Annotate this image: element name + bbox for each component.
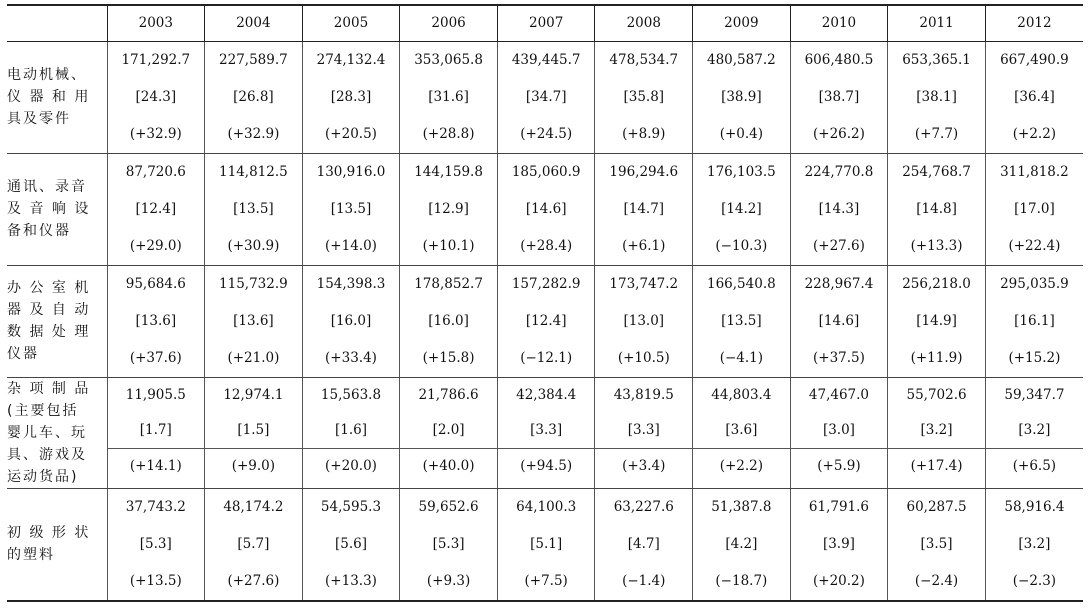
cell-share: [4.7]	[627, 536, 660, 552]
data-cell-2011	[888, 488, 986, 601]
cell-share: [4.2]	[725, 536, 758, 552]
data-cell-2012	[985, 265, 1083, 377]
cell-growth: (+20.0)	[303, 448, 400, 483]
cell-value: 606,480.5	[804, 52, 874, 68]
cell-growth: (−18.7)	[715, 573, 768, 589]
cell-share: [28.3]	[330, 89, 372, 105]
row-label-line: 办 公 室 机	[7, 280, 91, 296]
cell-share: [17.0]	[1014, 201, 1055, 217]
year-header-2008: 2008	[595, 5, 693, 41]
cell-growth: (+28.4)	[520, 238, 573, 254]
cell-value: 173,747.2	[609, 276, 679, 292]
data-cell-2012	[985, 488, 1083, 601]
cell-growth: (+20.5)	[325, 126, 377, 142]
table-row	[7, 153, 1083, 265]
data-cell-2010	[790, 377, 888, 488]
cell-share: [12.9]	[428, 201, 469, 217]
cell-share: [2.0]	[432, 422, 465, 438]
cell-value: 61,791.6	[808, 499, 870, 515]
data-cell-2011	[888, 41, 986, 153]
data-cell-2005	[302, 41, 400, 153]
cell-share: [3.3]	[627, 422, 660, 438]
data-cell-2003	[107, 153, 205, 265]
table-row	[7, 488, 1083, 601]
year-header-2010: 2010	[790, 5, 888, 41]
cell-share: [12.4]	[135, 201, 177, 217]
row-label-line: 的塑料	[7, 547, 55, 563]
row-label-line: 仪器	[7, 346, 39, 362]
cell-value: 176,103.5	[707, 164, 776, 180]
data-cell-2005	[302, 377, 400, 488]
cell-growth: (+10.1)	[422, 238, 475, 254]
table-body	[7, 41, 1083, 601]
data-cell-2010	[790, 153, 888, 265]
cell-value: 44,803.4	[711, 387, 772, 403]
cell-value: 154,398.3	[316, 276, 386, 292]
cell-share: [13.0]	[623, 313, 665, 329]
cell-share: [34.7]	[525, 89, 567, 105]
cell-share: [1.7]	[139, 422, 172, 438]
cell-growth: (+7.7)	[914, 126, 959, 142]
cell-value: 480,587.2	[707, 52, 776, 68]
cell-value: 228,967.4	[804, 276, 874, 292]
data-cell-2007	[497, 488, 595, 601]
cell-growth: (+14.1)	[108, 448, 205, 483]
data-cell-2006	[400, 265, 498, 377]
row-label-line: 数 据 处 理	[7, 324, 91, 340]
cell-growth: (+15.8)	[422, 350, 475, 366]
cell-growth: (−12.1)	[520, 350, 573, 366]
year-header-2012: 2012	[985, 5, 1083, 41]
cell-value: 311,818.2	[1000, 164, 1069, 180]
data-cell-2006	[400, 41, 498, 153]
data-cell-2006	[400, 377, 498, 488]
data-cell-2008	[595, 265, 693, 377]
cell-growth: (+2.2)	[693, 448, 790, 483]
cell-value: 130,916.0	[316, 164, 386, 180]
cell-value: 54,595.3	[320, 499, 382, 515]
data-cell-2009	[693, 41, 791, 153]
cell-growth: (+13.5)	[129, 573, 182, 589]
cell-share: [31.6]	[428, 89, 469, 105]
cell-growth: (+15.2)	[1008, 350, 1061, 366]
data-cell-2007	[497, 265, 595, 377]
data-cell-2009	[693, 377, 791, 488]
cell-value: 171,292.7	[121, 52, 191, 68]
cell-value: 42,384.4	[516, 387, 577, 403]
cell-growth: (+17.4)	[888, 448, 985, 483]
cell-share: [14.2]	[721, 201, 762, 217]
cell-value: 653,365.1	[902, 52, 971, 68]
data-cell-2003	[107, 41, 205, 153]
header-corner	[7, 5, 107, 41]
row-label-line: 及 音 响 设	[7, 201, 91, 217]
cell-share: [5.7]	[237, 536, 270, 552]
data-cell-2004	[205, 41, 303, 153]
data-cell-2009	[693, 153, 791, 265]
table-row	[7, 377, 1083, 488]
row-label-line: 通讯、录音	[7, 179, 87, 195]
data-cell-2010	[790, 265, 888, 377]
cell-value: 254,768.7	[902, 164, 971, 180]
cell-value: 274,132.4	[316, 52, 386, 68]
cell-growth: (+13.3)	[325, 573, 377, 589]
cell-growth: (+32.9)	[129, 126, 182, 142]
cell-share: [13.5]	[233, 201, 274, 217]
cell-value: 60,287.5	[906, 499, 967, 515]
cell-growth: (+9.3)	[426, 573, 471, 589]
cell-growth: (−2.4)	[914, 573, 959, 589]
data-cell-2012	[985, 153, 1083, 265]
cell-share: [38.1]	[916, 89, 957, 105]
year-header-2007: 2007	[497, 5, 595, 41]
year-header-2011: 2011	[888, 5, 986, 41]
cell-value: 227,589.7	[219, 52, 288, 68]
data-cell-2007	[497, 41, 595, 153]
cell-share: [5.1]	[530, 536, 563, 552]
cell-growth: (+37.5)	[813, 350, 865, 366]
data-cell-2008	[595, 153, 693, 265]
year-header-2009: 2009	[693, 5, 791, 41]
cell-value: 115,732.9	[219, 276, 288, 292]
row-label-line: 器 及 自 动	[7, 302, 91, 318]
data-cell-2004	[205, 377, 303, 488]
cell-share: [12.4]	[525, 313, 567, 329]
cell-growth: (+30.9)	[227, 238, 280, 254]
cell-share: [13.5]	[721, 313, 762, 329]
row-label-line: 杂 项 制 品	[7, 380, 91, 397]
data-cell-2004	[205, 153, 303, 265]
year-header-2005: 2005	[302, 5, 400, 41]
cell-share: [36.4]	[1014, 89, 1055, 105]
cell-share: [3.0]	[822, 422, 855, 438]
cell-value: 87,720.6	[125, 164, 186, 180]
cell-growth: (+2.2)	[1012, 126, 1057, 142]
cell-growth: (−10.3)	[715, 238, 768, 254]
data-table	[7, 4, 1083, 602]
cell-growth: (+29.0)	[129, 238, 182, 254]
cell-value: 178,852.7	[414, 276, 483, 292]
data-cell-2011	[888, 265, 986, 377]
cell-share: [5.6]	[334, 536, 367, 552]
cell-value: 114,812.5	[219, 164, 288, 180]
cell-growth: (+94.5)	[498, 448, 595, 483]
data-cell-2004	[205, 488, 303, 601]
cell-value: 185,060.9	[511, 164, 581, 180]
cell-value: 43,819.5	[613, 387, 674, 403]
cell-growth: (+27.6)	[813, 238, 865, 254]
cell-value: 15,563.8	[320, 387, 382, 403]
row-label	[7, 488, 107, 601]
cell-value: 59,347.7	[1004, 387, 1065, 403]
cell-value: 59,652.6	[418, 499, 479, 515]
cell-share: [38.9]	[721, 89, 762, 105]
cell-growth: (−1.4)	[622, 573, 666, 589]
data-cell-2005	[302, 488, 400, 601]
cell-value: 11,905.5	[125, 387, 186, 403]
data-cell-2007	[497, 377, 595, 488]
cell-share: [3.3]	[530, 422, 563, 438]
cell-share: [14.8]	[916, 201, 957, 217]
cell-share: [5.3]	[139, 536, 172, 552]
cell-value: 256,218.0	[902, 276, 971, 292]
cell-value: 55,702.6	[906, 387, 967, 403]
cell-growth: (+9.0)	[205, 448, 302, 483]
cell-share: [16.1]	[1014, 313, 1055, 329]
row-label	[7, 265, 107, 377]
cell-growth: (+27.6)	[227, 573, 280, 589]
data-cell-2007	[497, 153, 595, 265]
cell-value: 224,770.8	[804, 164, 874, 180]
cell-value: 95,684.6	[125, 276, 186, 292]
cell-share: [1.5]	[237, 422, 270, 438]
cell-share: [13.6]	[233, 313, 274, 329]
cell-share: [3.2]	[920, 422, 953, 438]
data-cell-2008	[595, 488, 693, 601]
row-label-line: 具、游戏及	[7, 446, 87, 463]
cell-growth: (+33.4)	[325, 350, 377, 366]
row-label-line: 运动货品)	[7, 468, 79, 485]
cell-growth: (+11.9)	[910, 350, 963, 366]
cell-growth: (+13.3)	[910, 238, 963, 254]
cell-growth: (+6.1)	[622, 238, 666, 254]
year-header-2006: 2006	[400, 5, 498, 41]
cell-value: 12,974.1	[223, 387, 284, 403]
cell-value: 478,534.7	[609, 52, 679, 68]
cell-value: 157,282.9	[511, 276, 581, 292]
cell-growth: (+5.9)	[791, 448, 888, 483]
data-cell-2012	[985, 377, 1083, 488]
cell-share: [14.9]	[916, 313, 957, 329]
cell-growth: (+22.4)	[1008, 238, 1061, 254]
row-label-line: 初 级 形 状	[7, 525, 91, 541]
cell-value: 64,100.3	[516, 499, 577, 515]
data-cell-2003	[107, 265, 205, 377]
cell-growth: (+0.4)	[719, 126, 764, 142]
cell-value: 51,387.8	[711, 499, 772, 515]
cell-share: [3.2]	[1018, 422, 1051, 438]
row-label-line: 备和仪器	[7, 223, 71, 239]
year-header-2004: 2004	[205, 5, 303, 41]
cell-growth: (+32.9)	[227, 126, 280, 142]
cell-share: [38.7]	[818, 89, 860, 105]
data-cell-2008	[595, 377, 693, 488]
cell-growth: (+6.5)	[986, 448, 1083, 483]
cell-growth: (+10.5)	[617, 350, 670, 366]
cell-share: [13.5]	[330, 201, 372, 217]
cell-growth: (+8.9)	[622, 126, 666, 142]
row-label	[7, 41, 107, 153]
cell-growth: (−2.3)	[1012, 573, 1057, 589]
cell-growth: (+7.5)	[524, 573, 568, 589]
cell-growth: (+3.4)	[595, 448, 692, 483]
row-label-line: 仪 器 和 用	[7, 89, 91, 105]
row-label	[7, 377, 107, 488]
cell-growth: (+21.0)	[227, 350, 280, 366]
cell-growth: (+20.2)	[813, 573, 865, 589]
data-cell-2004	[205, 265, 303, 377]
cell-value: 353,065.8	[414, 52, 483, 68]
cell-value: 196,294.6	[609, 164, 679, 180]
row-label-line: (主要包括	[7, 402, 79, 419]
cell-value: 166,540.8	[707, 276, 776, 292]
cell-growth: (+28.8)	[422, 126, 475, 142]
table-row	[7, 41, 1083, 153]
cell-share: [26.8]	[233, 89, 274, 105]
row-label	[7, 153, 107, 265]
cell-share: [3.6]	[725, 422, 758, 438]
data-cell-2005	[302, 265, 400, 377]
cell-share: [3.2]	[1018, 536, 1051, 552]
cell-value: 295,035.9	[1000, 276, 1069, 292]
cell-share: [1.6]	[334, 422, 367, 438]
cell-value: 439,445.7	[511, 52, 581, 68]
data-cell-2011	[888, 377, 986, 488]
cell-share: [14.6]	[525, 201, 567, 217]
cell-share: [35.8]	[623, 89, 665, 105]
row-label-line: 电动机械、	[7, 67, 87, 83]
cell-share: [13.6]	[135, 313, 177, 329]
cell-growth: (+24.5)	[520, 126, 573, 142]
data-cell-2006	[400, 488, 498, 601]
data-cell-2008	[595, 41, 693, 153]
cell-growth: (+14.0)	[325, 238, 377, 254]
cell-value: 37,743.2	[125, 499, 186, 515]
row-label-line: 具及零件	[7, 111, 71, 127]
data-cell-2010	[790, 41, 888, 153]
cell-share: [24.3]	[135, 89, 177, 105]
year-header-2003: 2003	[107, 5, 205, 41]
cell-value: 21,786.6	[418, 387, 479, 403]
data-cell-2010	[790, 488, 888, 601]
cell-growth: (+26.2)	[813, 126, 865, 142]
cell-value: 144,159.8	[414, 164, 483, 180]
data-cell-2005	[302, 153, 400, 265]
table-row	[7, 265, 1083, 377]
data-cell-2011	[888, 153, 986, 265]
cell-share: [16.0]	[330, 313, 372, 329]
data-cell-2012	[985, 41, 1083, 153]
cell-value: 63,227.6	[613, 499, 674, 515]
data-cell-2003	[107, 488, 205, 601]
cell-share: [3.9]	[822, 536, 855, 552]
row-label-line: 婴儿车、玩	[7, 424, 87, 441]
cell-growth: (+37.6)	[129, 350, 182, 366]
cell-share: [14.3]	[818, 201, 860, 217]
data-cell-2009	[693, 488, 791, 601]
cell-growth: (−4.1)	[719, 350, 764, 366]
cell-growth: (+40.0)	[400, 448, 497, 483]
cell-share: [14.6]	[818, 313, 860, 329]
cell-value: 667,490.9	[1000, 52, 1069, 68]
cell-value: 58,916.4	[1004, 499, 1065, 515]
cell-value: 47,467.0	[808, 387, 870, 403]
data-cell-2003	[107, 377, 205, 488]
cell-share: [16.0]	[428, 313, 469, 329]
data-cell-2009	[693, 265, 791, 377]
cell-share: [3.5]	[920, 536, 953, 552]
cell-share: [14.7]	[623, 201, 665, 217]
cell-value: 48,174.2	[223, 499, 284, 515]
cell-share: [5.3]	[432, 536, 465, 552]
data-cell-2006	[400, 153, 498, 265]
header-row	[7, 5, 1083, 41]
